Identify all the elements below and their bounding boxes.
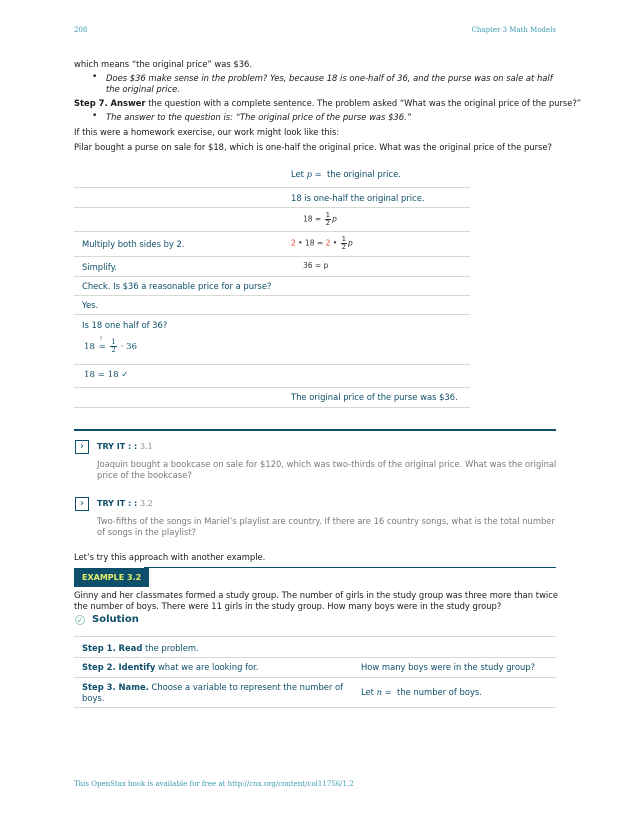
row-divider (74, 207, 470, 208)
let-statement: Let p = the original price. (291, 169, 401, 179)
lets-try-line: Let’s try this approach with another example. (74, 552, 266, 562)
example-rule (144, 567, 556, 568)
check-equation: 18 = ? $\frac{1}{2}$ · 36 (84, 336, 138, 354)
row-divider (74, 256, 470, 257)
bullet-dot: • (92, 111, 98, 121)
row-divider (74, 295, 470, 296)
step-1: Step 1. Read the problem. (82, 643, 199, 653)
yes-label: Yes. (82, 300, 99, 310)
intro-line: which means “the original price” was $36. (74, 59, 253, 69)
example-badge: EXAMPLE 3.2 (74, 568, 149, 587)
bullet-dot: • (92, 72, 98, 82)
step-2: Step 2. Identify what we are looking for. (82, 662, 259, 672)
row-divider (74, 657, 556, 658)
homework-line: If this were a homework exercise, our work might look like this: (74, 127, 340, 137)
step7-text: the question with a complete sentence. The problem asked “What was the original price of the purse?” (145, 98, 582, 108)
check-final: 18 = 18 ✓ (84, 370, 129, 380)
row-divider (74, 314, 470, 315)
step-3: Step 3. Name. Choose a variable to represent the number of boys. (82, 682, 344, 703)
solution-label: Solution (92, 614, 139, 625)
try-it-expand-button[interactable]: › (75, 440, 89, 454)
statement: 18 is one-half the original price. (291, 193, 425, 203)
equation-1: 18 = $\frac{1}{2}$ p (303, 211, 337, 227)
row-divider (74, 677, 556, 678)
footer-note: This OpenStax book is available for free at http://cnx.org/content/col11756/1.2 (74, 780, 354, 788)
try-it-heading: TRY IT : : 3.2 (97, 499, 153, 508)
step-3-answer: Let n = the number of boys. (361, 687, 482, 697)
row-divider (74, 387, 470, 388)
try-it-heading: TRY IT : : 3.1 (97, 442, 153, 451)
step-2-answer: How many boys were in the study group? (361, 662, 536, 672)
try-it-text: Joaquin bought a bookcase on sale for $120, which was two-thirds of the original price. What was the original price of the bookcase? (97, 459, 557, 480)
row-divider (74, 636, 556, 637)
equation-3: 36 = p (303, 261, 329, 270)
step7-line (74, 98, 581, 109)
try-it-expand-button[interactable]: › (75, 497, 89, 511)
equation-2: 2 • 18 = 2 • $\frac{1}{2}$ p (291, 235, 353, 251)
section-rule (74, 429, 556, 431)
row-divider (74, 707, 556, 708)
try-it-text: Two-fifths of the songs in Mariel’s playlist are country. If there are 16 country songs, what is the total number of songs in the playlist? (97, 516, 555, 537)
solution-check-icon: ✓ (76, 616, 84, 625)
bullet-2: The answer to the question is: “The original price of the purse was $36.” (106, 112, 412, 122)
multiply-label: Multiply both sides by 2. (82, 239, 185, 249)
page-number: 208 (74, 26, 88, 34)
problem-line: Pilar bought a purse on sale for $18, which is one-half the original price. What was the original price of the purse? (74, 142, 552, 152)
row-divider (74, 364, 470, 365)
simplify-label: Simplify. (82, 262, 117, 272)
answer: The original price of the purse was $36. (291, 392, 458, 402)
row-divider (74, 276, 470, 277)
row-divider (74, 231, 470, 232)
example-problem: Ginny and her classmates formed a study group. The number of girls in the study group was three more than twice the number of boys. There were 11 girls in the study group. How many boys were in the study group? (74, 590, 558, 611)
step7-label: Step 7. Answer (74, 98, 146, 108)
row-divider (74, 407, 470, 408)
chapter-title: Chapter 3 Math Models (471, 26, 556, 34)
bullet-1: Does $36 make sense in the problem? Yes, because 18 is one-half of 36, and the purse was on sale at half the original price. (106, 73, 553, 94)
half-question: Is 18 one half of 36? (82, 320, 168, 330)
check-label: Check. Is $36 a reasonable price for a purse? (82, 281, 272, 291)
row-divider (74, 187, 470, 188)
